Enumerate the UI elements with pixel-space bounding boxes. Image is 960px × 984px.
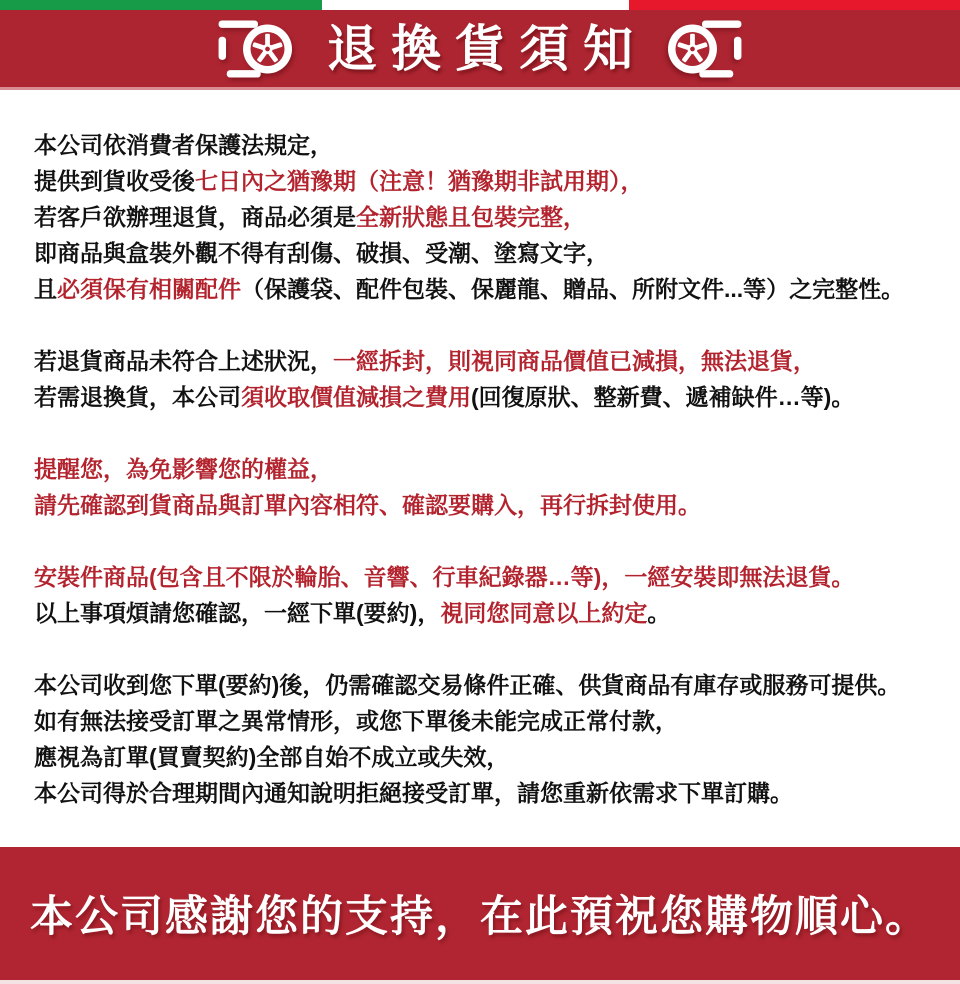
highlighted-text: 提醒您，為免影響您的權益， — [34, 456, 333, 482]
highlighted-text: 安裝件商品(包含且不限於輪胎、音響、行車紀錄器…等)，一經安裝即無法退貨。 — [34, 564, 855, 590]
paragraph — [34, 127, 940, 307]
flag-stripe-green — [0, 0, 322, 10]
speeding-tire-icon — [217, 15, 299, 83]
footer-message: 本公司感謝您的支持，在此預祝您購物順心。 — [30, 893, 930, 941]
paragraph — [34, 343, 940, 415]
paragraph-line — [34, 199, 940, 235]
tricolor-flag-stripe — [0, 0, 960, 10]
body-text: 本公司得於合理期間內通知說明拒絕接受訂單，請您重新依需求下單訂購。 — [34, 780, 793, 806]
body-text: (回復原狀、整新費、遞補缺件…等)。 — [471, 384, 855, 410]
body-text: 。 — [647, 600, 671, 626]
paragraph-line — [34, 235, 940, 271]
body-text: 提供到貨收受後 — [34, 168, 195, 194]
highlighted-text: 請先確認到貨商品與訂單內容相符、確認要購入，再行拆封使用。 — [34, 492, 701, 518]
policy-paragraphs — [0, 90, 960, 811]
paragraph-line — [34, 451, 940, 487]
highlighted-text: 一經拆封，則視同商品價值已減損，無法退貨， — [333, 348, 816, 374]
paragraph-line — [34, 739, 940, 775]
paragraph-line — [34, 127, 940, 163]
flag-stripe-red — [629, 0, 960, 10]
body-text: 若客戶欲辦理退貨，商品必須是 — [34, 204, 356, 230]
paragraph-line — [34, 379, 940, 415]
highlighted-text: 七日內之猶豫期（注意！猶豫期非試用期）， — [195, 168, 644, 194]
bottom-strip — [0, 980, 960, 984]
paragraph-line — [34, 343, 940, 379]
highlighted-text: 全新狀態且包裝完整， — [356, 204, 586, 230]
body-text: 如有無法接受訂單之異常情形，或您下單後未能完成正常付款， — [34, 708, 678, 734]
paragraph — [34, 451, 940, 523]
body-text: 即商品與盒裝外觀不得有刮傷、破損、受潮、塗寫文字， — [34, 240, 609, 266]
body-text: 本公司依消費者保護法規定， — [34, 132, 333, 158]
paragraph-line — [34, 163, 940, 199]
body-text: 本公司收到您下單(要約)後，仍需確認交易條件正確、供貨商品有庫存或服務可提供。 — [34, 672, 901, 698]
highlighted-text: 必須保有相關配件 — [57, 276, 241, 302]
paragraph — [34, 559, 940, 631]
speeding-tire-icon-mirrored — [661, 15, 743, 83]
paragraph-line — [34, 775, 940, 811]
body-text: 且 — [34, 276, 57, 302]
body-text: 若退貨商品未符合上述狀況， — [34, 348, 333, 374]
header-banner — [0, 10, 960, 90]
body-text: 若需退換貨，本公司 — [34, 384, 241, 410]
paragraph-line — [34, 595, 940, 631]
body-text: 以上事項煩請您確認，一經下單(要約)， — [34, 600, 441, 626]
page-title: 退換貨須知 — [327, 20, 647, 77]
highlighted-text: 須收取價值減損之費用 — [241, 384, 471, 410]
flag-stripe-white — [322, 0, 629, 10]
paragraph — [34, 667, 940, 811]
paragraph-line — [34, 487, 940, 523]
paragraph-line — [34, 703, 940, 739]
footer-banner — [0, 847, 960, 980]
highlighted-text: 視同您同意以上約定 — [440, 600, 648, 626]
paragraph-line — [34, 271, 940, 307]
paragraph-line — [34, 559, 940, 595]
paragraph-line — [34, 667, 940, 703]
body-text: （保護袋、配件包裝、保麗龍、贈品、所附文件...等）之完整性。 — [241, 276, 905, 302]
body-text: 應視為訂單(買賣契約)全部自始不成立或失效， — [34, 744, 510, 770]
